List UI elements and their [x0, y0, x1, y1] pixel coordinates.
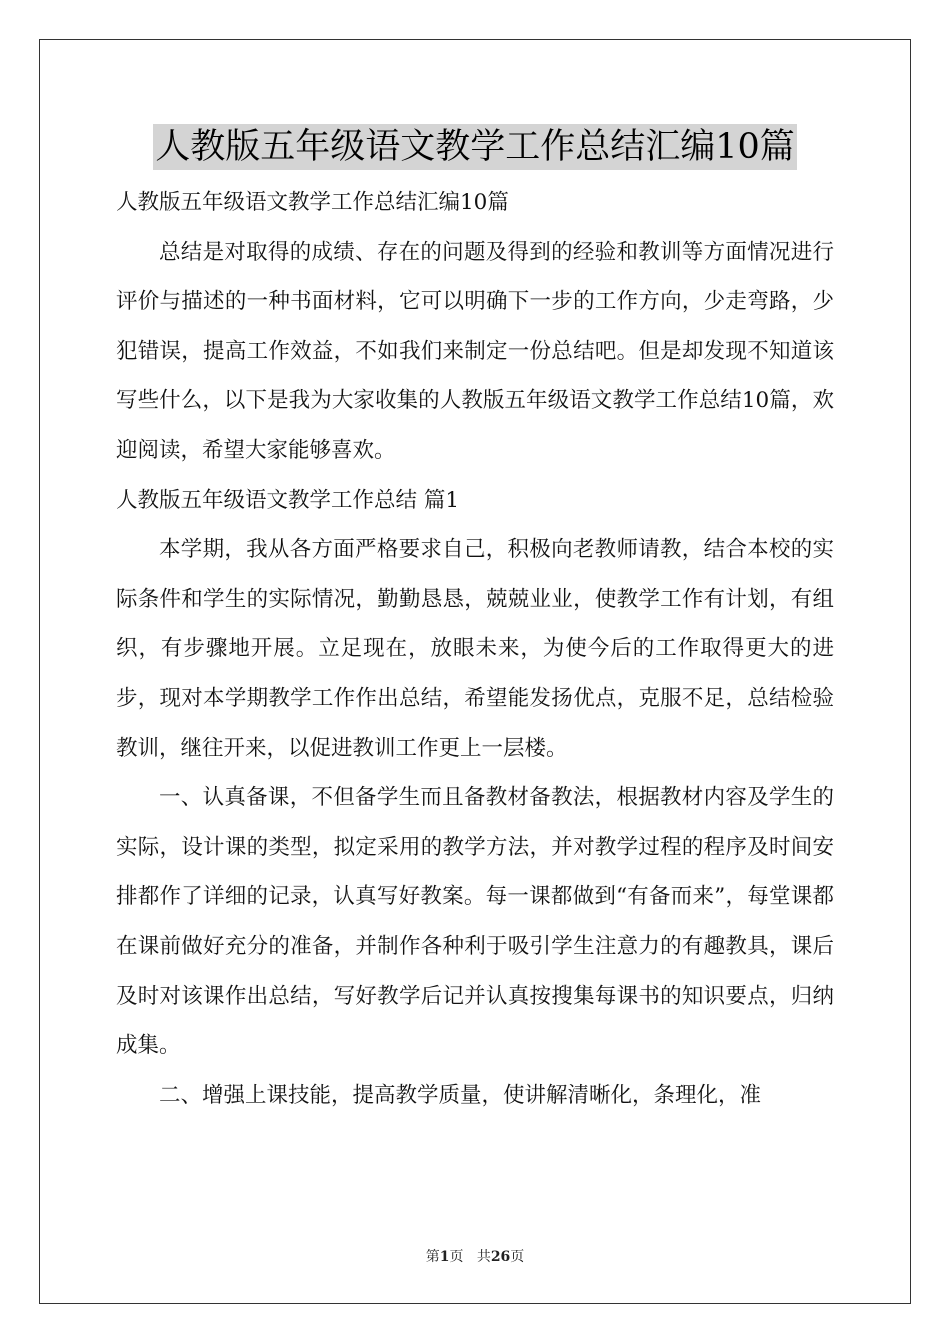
- page-footer: [0, 1246, 950, 1266]
- total-prefix: 共: [476, 1249, 491, 1265]
- page-suffix: 页: [449, 1249, 464, 1265]
- total-suffix: 页: [510, 1249, 525, 1265]
- document-subtitle: 人教版五年级语文教学工作总结汇编10篇: [116, 190, 509, 215]
- document-title: 人教版五年级语文教学工作总结汇编10篇: [153, 124, 797, 170]
- intro-paragraph: 总结是对取得的成绩、存在的问题及得到的经验和教训等方面情况进行评价与描述的一种书面材料，它可以明确下一步的工作方向，少走弯路，少犯错误，提高工作效益，不如我们来制定一份总结吧。但是却发现不知道该写些什么，以下是我为大家收集的人教版五年级语文教学工作总结10篇，欢迎阅读，希望大家能够喜欢。: [116, 239, 834, 463]
- body-paragraph: 本学期，我从各方面严格要求自己，积极向老教师请教，结合本校的实际条件和学生的实际情况，勤勤恳恳，兢兢业业，使教学工作有计划，有组织，有步骤地开展。立足现在，放眼未来，为使今后的工作取得更大的进步，现对本学期教学工作作出总结，希望能发扬优点，克服不足，总结检验教训，继往开来，以促进教训工作更上一层楼。: [116, 537, 834, 761]
- page-number: 1: [439, 1249, 450, 1265]
- total-pages: 26: [490, 1249, 511, 1265]
- page-prefix: 第: [425, 1249, 440, 1265]
- section-heading: 人教版五年级语文教学工作总结 篇1: [116, 487, 460, 513]
- body-paragraph: 一、认真备课，不但备学生而且备教材备教法，根据教材内容及学生的实际，设计课的类型，拟定采用的教学方法，并对教学过程的程序及时间安排都作了详细的记录，认真写好教案。每一课都做到“有备而来”，每堂课都在课前做好充分的准备，并制作各种利于吸引学生注意力的有趣教具，课后及时对该课作出总结，写好教学后记并认真按搜集每课书的知识要点，归纳成集。: [116, 785, 834, 1059]
- title-wrap: [0, 124, 950, 170]
- document-body: [116, 178, 834, 1120]
- body-paragraph: 二、增强上课技能，提高教学质量，使讲解清晰化，条理化，准: [159, 1082, 762, 1108]
